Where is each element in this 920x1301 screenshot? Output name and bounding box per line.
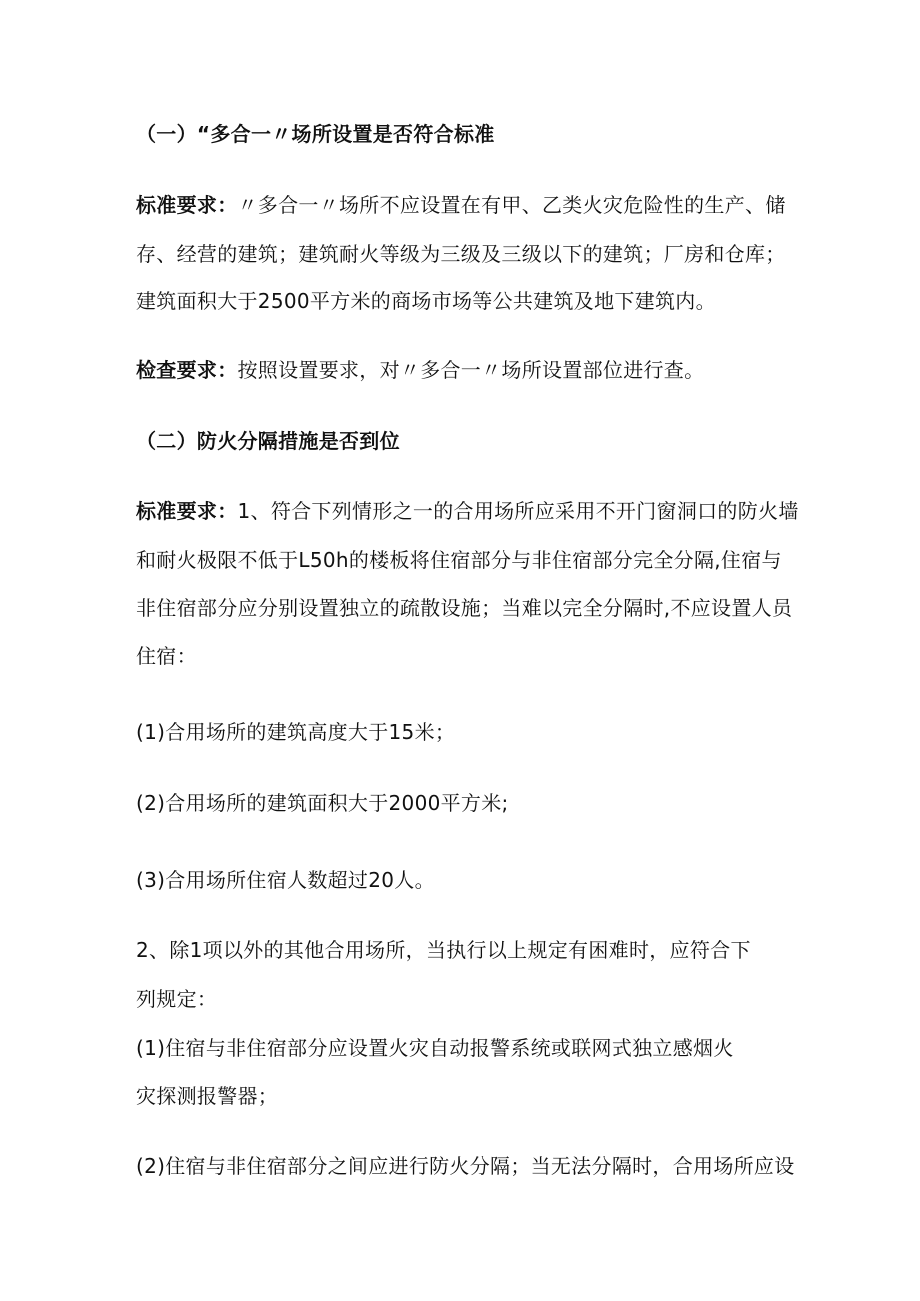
section2-standard-line3: 非住宿部分应分别设置独立的疏散设施；当难以完全分隔时,不应设置人员 <box>136 596 793 620</box>
section1-check-line <box>136 356 704 384</box>
section1-standard-line3: 建筑面积大于2500平方米的商场市场等公共建筑及地下建筑内。 <box>136 289 716 313</box>
section2-standard-line2: 和耐火极限不低于L50h的楼板将住宿部分与非住宿部分完全分隔,住宿与 <box>136 548 782 572</box>
rule2-item1-line2: 灾探测报警器； <box>136 1084 279 1108</box>
section2-standard-line1 <box>136 497 799 525</box>
rule2-item2-line1: (2)住宿与非住宿部分之间应进行防火分隔；当无法分隔时，合用场所应设 <box>136 1154 795 1178</box>
rule2-line1: 2、除1项以外的其他合用场所，当执行以上规定有困难时，应符合下 <box>136 938 751 962</box>
list-item-3: (3)合用场所住宿人数超过20人。 <box>136 868 435 892</box>
section1-heading: （一）“多合一〃场所设置是否符合标准 <box>136 122 495 146</box>
section1-check-text: 按照设置要求，对〃多合一〃场所设置部位进行查。 <box>237 358 705 382</box>
list-item-1: (1)合用场所的建筑高度大于15米； <box>136 720 456 744</box>
rule2-line2: 列规定： <box>136 987 218 1011</box>
section1-check-label: 检查要求： <box>136 358 238 382</box>
section1-standard-text1: 〃多合一〃场所不应设置在有甲、乙类火灾危险性的生产、储 <box>237 193 786 217</box>
rule2-item1-line1: (1)住宿与非住宿部分应设置火灾自动报警系统或联网式独立感烟火 <box>136 1036 734 1060</box>
section1-standard-label: 标准要求： <box>136 193 238 217</box>
section2-standard-line4: 住宿： <box>136 644 197 668</box>
section2-standard-label: 标准要求： <box>136 499 238 523</box>
section2-heading: （二）防火分隔措施是否到位 <box>136 429 400 453</box>
section1-standard-line1 <box>136 191 786 219</box>
section2-standard-text1: 1、符合下列情形之一的合用场所应采用不开门窗洞口的防火墙 <box>237 499 799 523</box>
section1-standard-line2: 存、经营的建筑；建筑耐火等级为三级及三级以下的建筑；厂房和仓库； <box>136 242 786 266</box>
list-item-2: (2)合用场所的建筑面积大于2000平方米; <box>136 791 509 815</box>
